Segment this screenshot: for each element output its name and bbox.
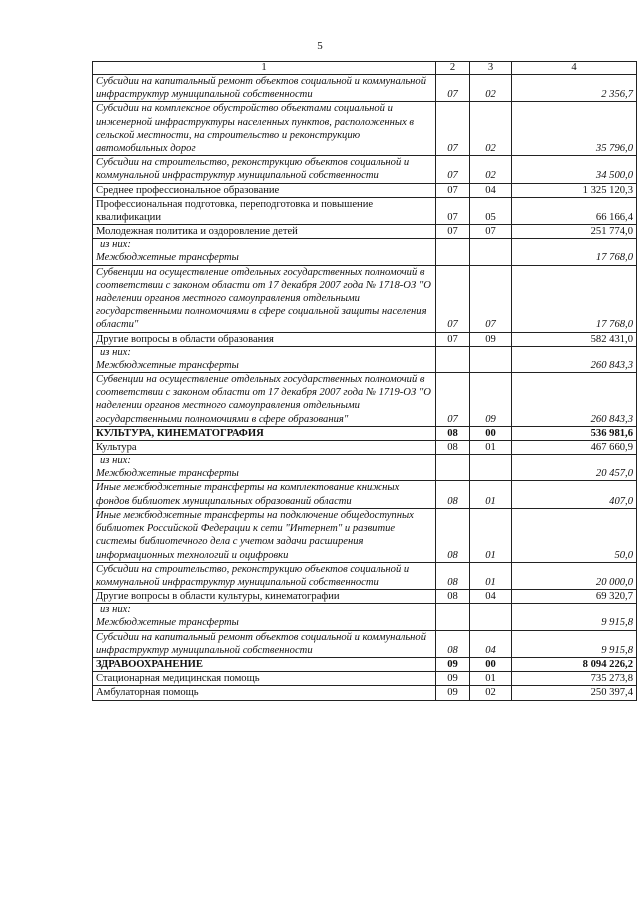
row-name: Межбюджетные трансферты [96, 617, 239, 629]
row-section-code: 07 [436, 183, 470, 197]
header-col-3: 3 [470, 62, 512, 75]
row-name: Субсидии на капитальный ремонт объектов социальной и коммунальной инфраструктур муниципальной собственности [96, 76, 427, 101]
row-amount: 8 094 226,2 [512, 657, 637, 671]
row-amount: 2 356,7 [512, 75, 637, 102]
table-row [93, 332, 637, 346]
table-row [93, 455, 637, 481]
row-subsection-code: 02 [470, 156, 512, 183]
row-name: Другие вопросы в области культуры, кинематографии [96, 591, 340, 603]
row-subsection-code: 07 [470, 265, 512, 332]
row-section-code: 08 [436, 562, 470, 589]
row-section-code: 08 [436, 590, 470, 604]
row-amount: 9 915,8 [512, 630, 637, 657]
row-section-code: 08 [436, 508, 470, 562]
row-name-cell [93, 604, 436, 630]
row-amount: 467 660,9 [512, 441, 637, 455]
budget-table [92, 61, 637, 701]
row-amount: 260 843,3 [512, 373, 637, 427]
row-name: Профессиональная подготовка, переподготовка и повышение квалификации [96, 198, 374, 224]
row-amount: 20 000,0 [512, 562, 637, 589]
header-col-4: 4 [512, 62, 637, 75]
table-row [93, 562, 637, 589]
row-amount: 582 431,0 [512, 332, 637, 346]
row-section-code: 08 [436, 630, 470, 657]
row-section-code: 07 [436, 332, 470, 346]
row-subsection-code [470, 239, 512, 265]
row-name: Субвенции на осуществление отдельных государственных полномочий в соответствии с законом области от 17 декабря 2007 года № 1718-ОЗ "О наделении органов местного самоуправления отдельными государственными полномочиями в сфере социальной защиты населения области" [96, 266, 431, 331]
row-subsection-code: 00 [470, 426, 512, 440]
row-subsection-code: 02 [470, 686, 512, 700]
header-col-2: 2 [436, 62, 470, 75]
row-amount: 50,0 [512, 508, 637, 562]
row-subsection-code: 01 [470, 672, 512, 686]
row-amount: 17 768,0 [512, 265, 637, 332]
row-name-cell [93, 686, 436, 700]
row-subsection-code: 07 [470, 225, 512, 239]
table-row [93, 604, 637, 630]
row-subsection-code: 02 [470, 75, 512, 102]
row-name-cell [93, 426, 436, 440]
row-section-code: 07 [436, 265, 470, 332]
row-subsection-code: 00 [470, 657, 512, 671]
row-section-code: 09 [436, 686, 470, 700]
row-name-cell [93, 239, 436, 265]
row-section-code [436, 604, 470, 630]
table-row [93, 441, 637, 455]
row-name: Субвенции на осуществление отдельных государственных полномочий в соответствии с законом области от 17 декабря 2007 года № 1719-ОЗ "О наделении органов местного самоуправления отдельными государственными полномочиями в сфере образования" [96, 374, 431, 425]
row-amount: 536 981,6 [512, 426, 637, 440]
row-amount: 250 397,4 [512, 686, 637, 700]
row-amount: 66 166,4 [512, 197, 637, 224]
page-number: 5 [317, 40, 323, 52]
row-subsection-code: 04 [470, 630, 512, 657]
table-row [93, 265, 637, 332]
table-row [93, 426, 637, 440]
row-subsection-code: 04 [470, 183, 512, 197]
table-row [93, 686, 637, 700]
row-name-cell [93, 562, 436, 589]
row-amount: 17 768,0 [512, 239, 637, 265]
row-section-code: 08 [436, 441, 470, 455]
table-row [93, 672, 637, 686]
table-row [93, 225, 637, 239]
row-section-code [436, 239, 470, 265]
row-subsection-code [470, 604, 512, 630]
row-section-code: 07 [436, 156, 470, 183]
row-name-cell [93, 590, 436, 604]
row-name-cell [93, 441, 436, 455]
row-amount: 1 325 120,3 [512, 183, 637, 197]
row-name: Субсидии на строительство, реконструкцию объектов социальной и коммунальной инфраструктур муниципальной собственности [96, 563, 410, 588]
row-name: Культура [96, 442, 137, 454]
row-subsection-code [470, 455, 512, 481]
row-subsection-code: 05 [470, 197, 512, 224]
table-row [93, 630, 637, 657]
row-name-cell [93, 508, 436, 562]
row-name: Другие вопросы в области образования [96, 333, 274, 345]
table-row [93, 508, 637, 562]
row-name: ЗДРАВООХРАНЕНИЕ [96, 658, 203, 670]
table-row [93, 373, 637, 427]
row-name: КУЛЬТУРА, КИНЕМАТОГРАФИЯ [96, 427, 264, 439]
row-name-cell [93, 630, 436, 657]
table-row [93, 102, 637, 156]
row-name-cell [93, 455, 436, 481]
row-subsection-code [470, 346, 512, 372]
row-section-code: 07 [436, 373, 470, 427]
row-section-code: 07 [436, 102, 470, 156]
row-subsection-code: 04 [470, 590, 512, 604]
table-header-row [93, 62, 637, 75]
row-name: Амбулаторная помощь [96, 687, 199, 699]
row-name-cell [93, 156, 436, 183]
row-amount: 407,0 [512, 481, 637, 508]
row-name: Субсидии на строительство, реконструкцию объектов социальной и коммунальной инфраструктур муниципальной собственности [96, 157, 410, 182]
row-name: Межбюджетные трансферты [96, 359, 239, 371]
row-section-code [436, 455, 470, 481]
row-name-cell [93, 672, 436, 686]
row-section-code: 08 [436, 481, 470, 508]
row-name: Субсидии на капитальный ремонт объектов социальной и коммунальной инфраструктур муниципальной собственности [96, 631, 427, 656]
row-name-cell [93, 481, 436, 508]
row-amount: 251 774,0 [512, 225, 637, 239]
table-row [93, 197, 637, 224]
row-name: Межбюджетные трансферты [96, 252, 239, 264]
row-amount: 20 457,0 [512, 455, 637, 481]
row-section-code: 07 [436, 225, 470, 239]
row-name-cell [93, 225, 436, 239]
table-row [93, 183, 637, 197]
row-name-cell [93, 332, 436, 346]
row-section-code: 08 [436, 426, 470, 440]
table-row [93, 156, 637, 183]
row-section-code [436, 346, 470, 372]
row-prefix: из них: [100, 604, 131, 616]
row-section-code: 09 [436, 672, 470, 686]
row-subsection-code: 01 [470, 562, 512, 589]
row-name-cell [93, 197, 436, 224]
row-name-cell [93, 102, 436, 156]
row-name-cell [93, 265, 436, 332]
table-row [93, 590, 637, 604]
header-col-1: 1 [93, 62, 436, 75]
row-name-cell [93, 657, 436, 671]
row-name-cell [93, 373, 436, 427]
row-subsection-code: 01 [470, 441, 512, 455]
table-row [93, 346, 637, 372]
table-row [93, 239, 637, 265]
row-prefix: из них: [100, 455, 131, 467]
row-name: Молодежная политика и оздоровление детей [96, 226, 298, 238]
row-name-cell [93, 75, 436, 102]
row-name: Субсидии на комплексное обустройство объектами социальной и инженерной инфраструктуры населенных пунктов, расположенных в сельской местности, на строительство и реконструкцию автомобильных дорог [96, 103, 415, 155]
row-prefix: из них: [100, 346, 131, 358]
row-amount: 260 843,3 [512, 346, 637, 372]
row-subsection-code: 09 [470, 332, 512, 346]
table-row [93, 75, 637, 102]
table-row [93, 481, 637, 508]
row-subsection-code: 01 [470, 508, 512, 562]
row-section-code: 07 [436, 197, 470, 224]
row-name: Иные межбюджетные трансферты на комплектование книжных фондов библиотек муниципальных образований области [96, 482, 400, 507]
row-subsection-code: 01 [470, 481, 512, 508]
row-name: Среднее профессиональное образование [96, 184, 280, 196]
row-subsection-code: 02 [470, 102, 512, 156]
row-amount: 735 273,8 [512, 672, 637, 686]
row-subsection-code: 09 [470, 373, 512, 427]
row-name-cell [93, 183, 436, 197]
row-amount: 69 320,7 [512, 590, 637, 604]
row-amount: 35 796,0 [512, 102, 637, 156]
row-section-code: 07 [436, 75, 470, 102]
row-name: Межбюджетные трансферты [96, 468, 239, 480]
row-name-cell [93, 346, 436, 372]
row-amount: 34 500,0 [512, 156, 637, 183]
table-row [93, 657, 637, 671]
row-name: Иные межбюджетные трансферты на подключение общедоступных библиотек Российской Федерации к сети "Интернет" и развитие системы библиотечного дела с учетом задачи расширения информационных технологий и оцифровки [96, 509, 414, 561]
row-amount: 9 915,8 [512, 604, 637, 630]
row-name: Стационарная медицинская помощь [96, 673, 260, 685]
row-section-code: 09 [436, 657, 470, 671]
row-prefix: из них: [100, 239, 131, 251]
